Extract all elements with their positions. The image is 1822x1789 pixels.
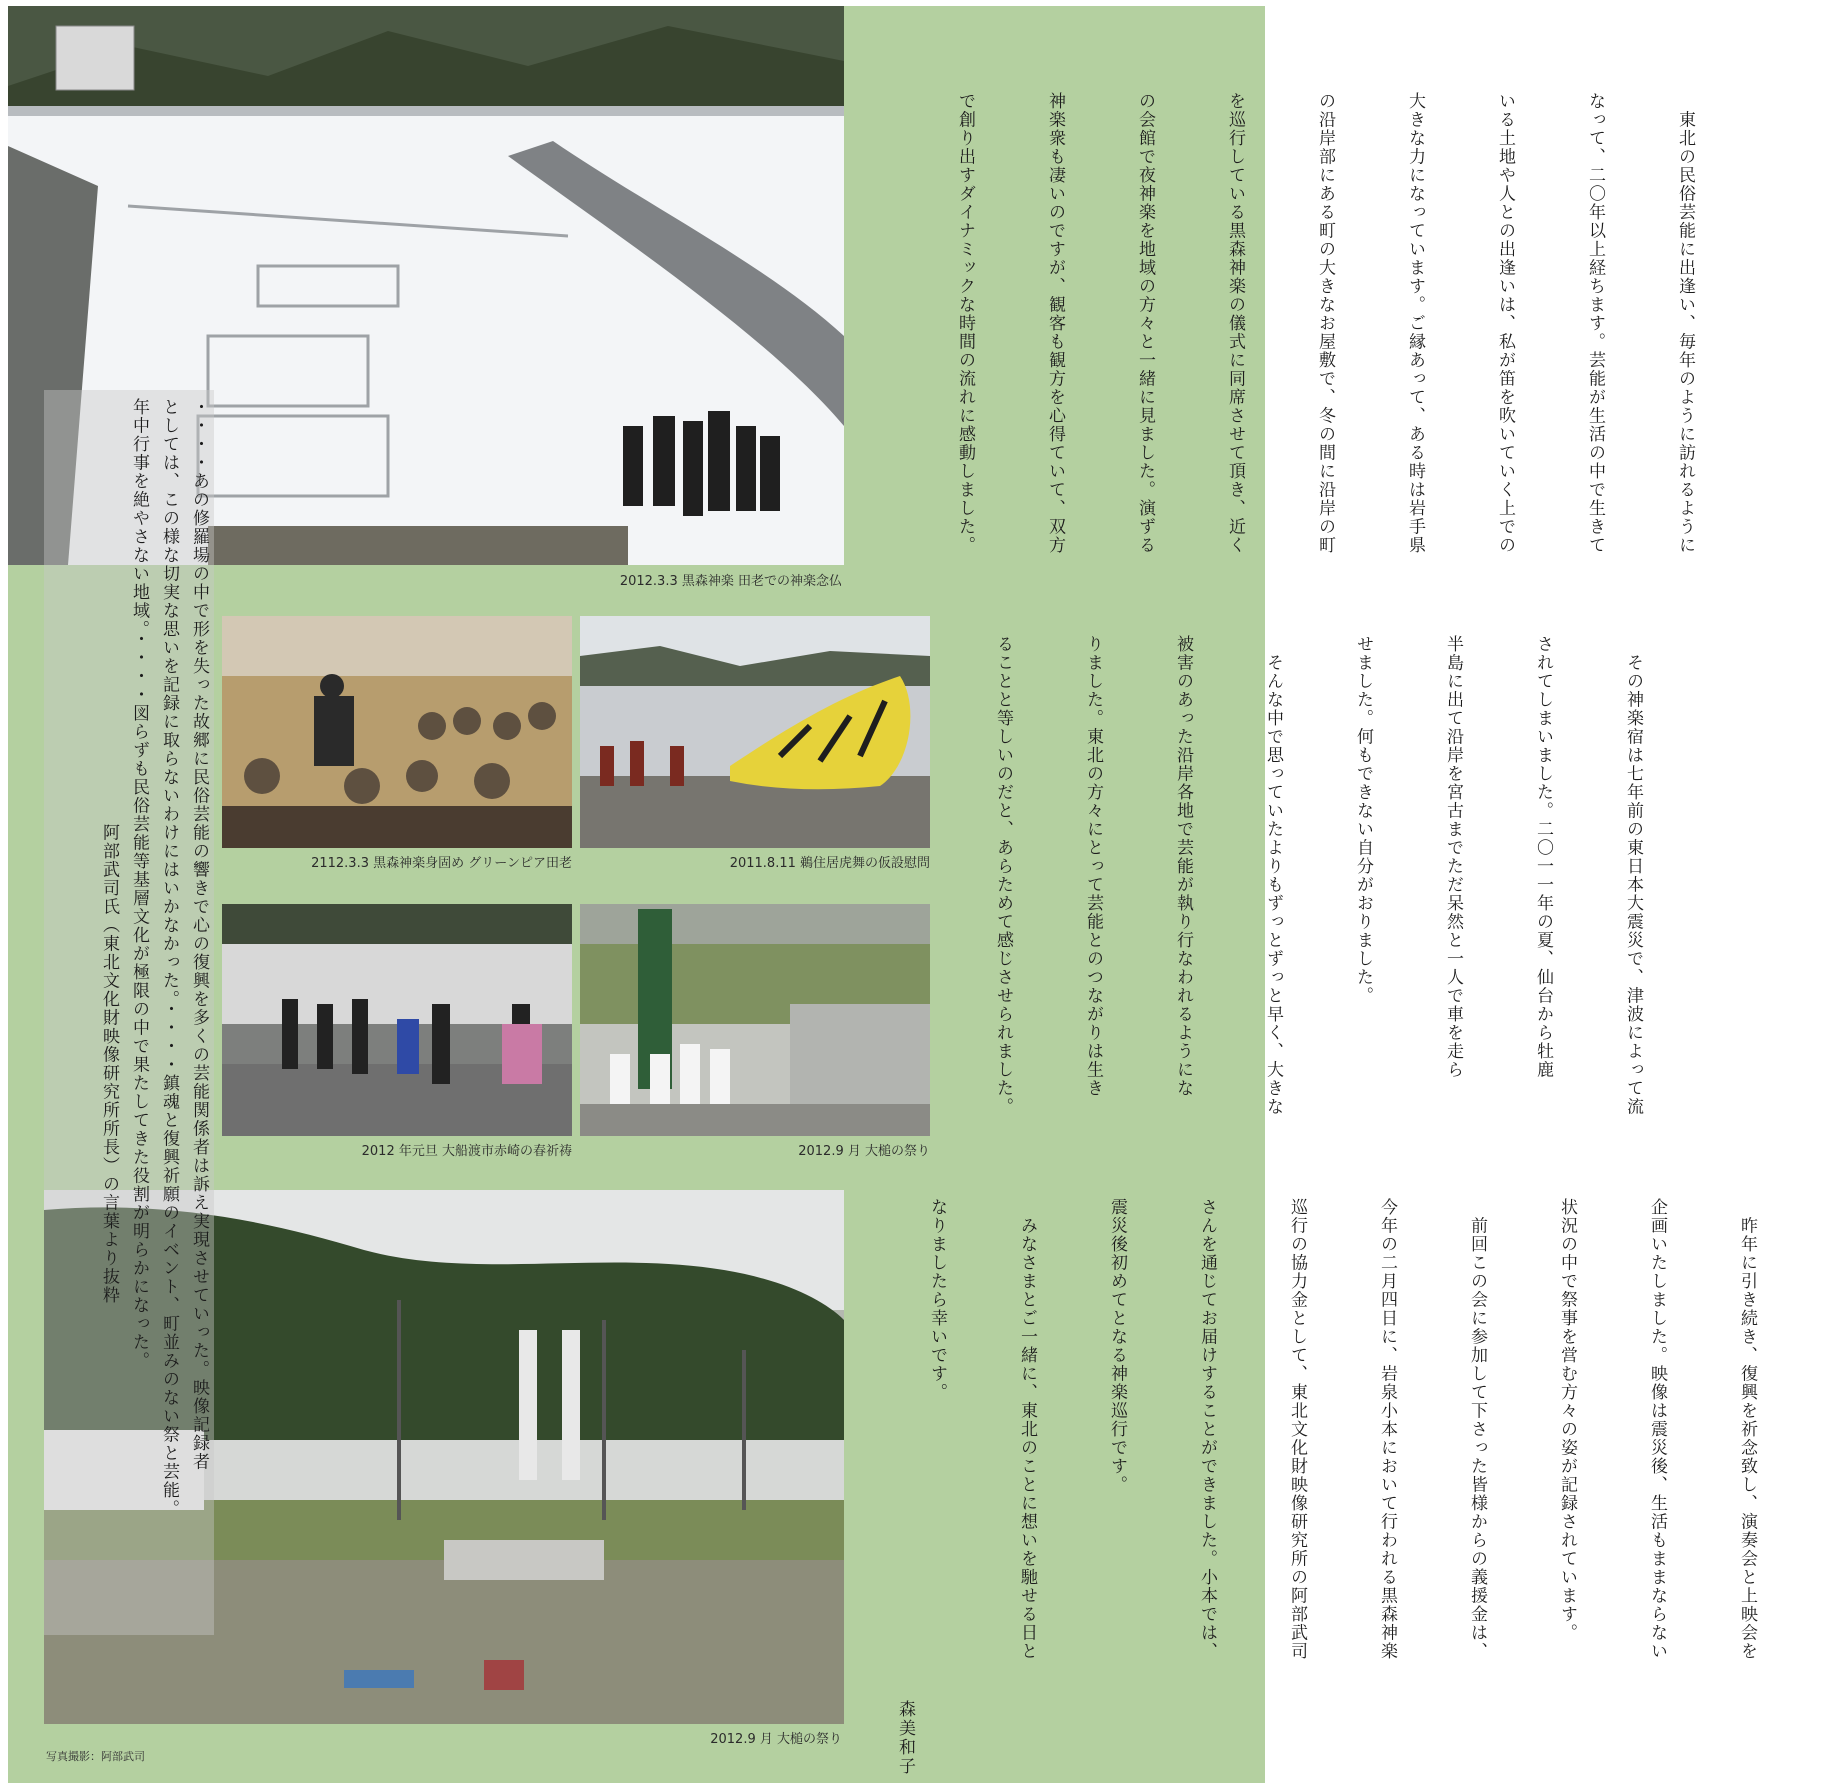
text-line: なりましたら幸いです。 xyxy=(927,1198,947,1402)
text-line: を巡行している黒森神楽の儀式に同席させて頂き、近く xyxy=(1225,92,1245,555)
author-signature: 森美和子 xyxy=(895,1700,915,1776)
photo-caption: 2012 年元旦 大船渡市赤崎の春祈祷 xyxy=(361,1144,572,1159)
text-line: りました。東北の方々にとって芸能とのつながりは生き xyxy=(1083,635,1103,1098)
text-line: の沿岸部にある町の大きなお屋敷で、冬の間に沿岸の町 xyxy=(1315,92,1335,555)
text-line: されてしまいました。二〇一一年の夏、仙台から牡鹿 xyxy=(1533,635,1553,1079)
text-line: 企画いたしました。映像は震災後、生活もままならない xyxy=(1647,1198,1667,1661)
quote-block xyxy=(44,390,214,1635)
text-line: そんな中で思っていたよりもずっとずっと早く、大きな xyxy=(1263,635,1283,1116)
text-line: なって、二〇年以上経ちます。芸能が生活の中で生きて xyxy=(1585,92,1605,555)
quote-line: ・・・・あの修羅場の中で形を失った故郷に民俗芸能の響きで心の復興を多くの芸能関係者は訴え実現させていった。映像記録者 xyxy=(189,398,209,1471)
text-line: 神楽衆も凄いのですが、観客も観方を心得ていて、双方 xyxy=(1045,92,1065,555)
quote-line: 年中行事を絶やさない地域。・・・・図らずも民俗芸能等基層文化が極限の中で果たしてきた役割が明らかになった。 xyxy=(129,398,149,1370)
text-line: 巡行の協力金として、東北文化財映像研究所の阿部武司 xyxy=(1287,1198,1307,1661)
text-line: せました。何もできない自分がおりました。 xyxy=(1353,635,1373,1005)
text-line: 震災後初めてとなる神楽巡行です。 xyxy=(1107,1198,1127,1494)
text-line: 半島に出て沿岸を宮古までただ呆然と一人で車を走ら xyxy=(1443,635,1463,1079)
photo-caption: 2112.3.3 黒森神楽身固め グリーンピア田老 xyxy=(311,856,572,871)
text-line: 今年の二月四日に、岩泉小本において行われる黒森神楽 xyxy=(1377,1198,1397,1661)
photo-caption: 2011.8.11 鵜住居虎舞の仮設慰問 xyxy=(729,856,930,871)
text-line: いる土地や人との出逢いは、私が笛を吹いていく上での xyxy=(1495,92,1515,555)
text-line: さんを通じてお届けすることができました。小本では、 xyxy=(1197,1198,1217,1661)
essay-event xyxy=(892,1198,1822,1688)
text-line: その神楽宿は七年前の東日本大震災で、津波によって流 xyxy=(1623,635,1643,1116)
text-line: 前回この会に参加して下さった皆様からの義援金は、 xyxy=(1467,1198,1487,1661)
text-line: 大きな力になっています。ご縁あって、ある時は岩手県 xyxy=(1405,92,1425,555)
text-line: ることと等しいのだと、あらためて感じさせられました。 xyxy=(993,635,1013,1116)
photo-credit: 写真撮影：阿部武司 xyxy=(46,1750,145,1763)
quote-line: 阿部武司氏（東北文化財映像研究所所長）の言葉より抜粋 xyxy=(99,398,119,1305)
text-line: 昨年に引き続き、復興を祈念致し、演奏会と上映会を xyxy=(1737,1198,1757,1661)
photo-tiger-dance xyxy=(580,616,930,848)
photo-indoor-kagura xyxy=(222,616,572,848)
text-line: で創り出すダイナミックな時間の流れに感動しました。 xyxy=(955,92,975,555)
text-line: 東北の民俗芸能に出逢い、毎年のように訪れるように xyxy=(1675,92,1695,555)
photo-new-year-prayer xyxy=(222,904,572,1136)
photo-caption: 2012.3.3 黒森神楽 田老での神楽念仏 xyxy=(619,574,842,589)
essay-intro xyxy=(920,92,1760,592)
text-line: の会館で夜神楽を地域の方々と一緒に見ました。演ずる xyxy=(1135,92,1155,555)
photo-caption: 2012.9 月 大槌の祭り xyxy=(710,1732,842,1747)
text-line: 状況の中で祭事を営む方々の姿が記録されています。 xyxy=(1557,1198,1577,1642)
essay-disaster xyxy=(958,635,1708,1135)
text-line: みなさまとご一緒に、東北のことに想いを馳せる日と xyxy=(1017,1198,1037,1661)
photo-caption: 2012.9 月 大槌の祭り xyxy=(798,1144,930,1159)
text-line: 被害のあった沿岸各地で芸能が執り行なわれるようにな xyxy=(1173,635,1193,1098)
quote-line: としては、この様な切実な思いを記録に取らないわけにはいかなかった。・・・・鎮魂と復興祈願のイベント、町並みのない祭と芸能。 xyxy=(159,398,179,1518)
photo-otsuchi-festival-small xyxy=(580,904,930,1136)
